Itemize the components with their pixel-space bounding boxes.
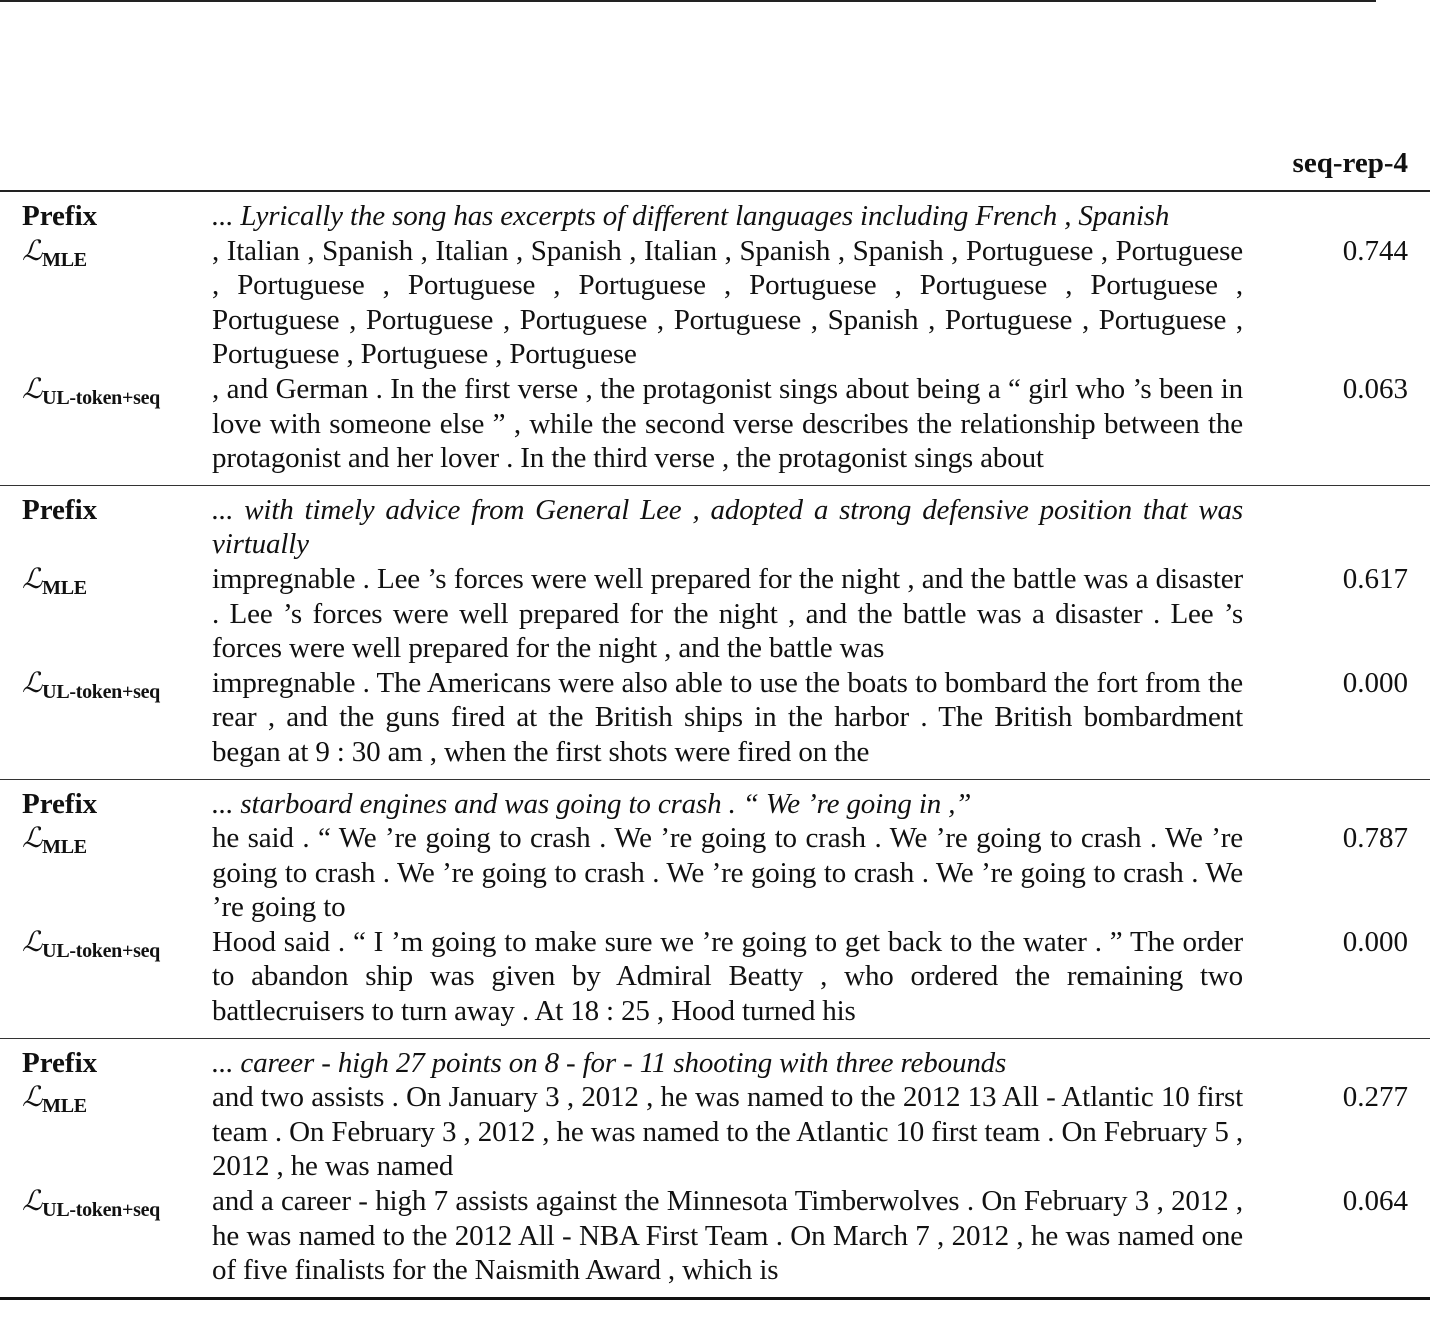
example-group-3	[0, 780, 1430, 1039]
prefix-row	[0, 199, 1430, 234]
mle-seq-rep-4: 0.744	[1342, 234, 1408, 267]
example-group-4	[0, 1039, 1430, 1300]
mle-seq-rep-4: 0.277	[1342, 1081, 1408, 1114]
prefix-label: Prefix	[22, 787, 98, 820]
mle-row	[0, 234, 1430, 372]
ul-row	[0, 372, 1430, 476]
mle-label	[0, 234, 212, 278]
prefix-label: Prefix	[22, 1046, 98, 1079]
ul-subscript: UL-token+seq	[42, 939, 160, 962]
seq-rep-4-column-header: seq-rep-4	[1292, 147, 1408, 179]
ul-row	[0, 1184, 1430, 1288]
prefix-text: ... Lyrically the song has excerpts of different languages including French , Spanish	[212, 200, 1170, 232]
loss-symbol: ℒ	[22, 233, 43, 267]
mle-subscript: MLE	[42, 576, 87, 599]
results-table	[0, 140, 1430, 1300]
mle-row	[0, 821, 1430, 925]
loss-symbol: ℒ	[22, 924, 43, 958]
ul-subscript: UL-token+seq	[42, 680, 160, 703]
mle-label	[0, 1080, 212, 1124]
example-group-1	[0, 192, 1430, 486]
prefix-row	[0, 787, 1430, 822]
mle-row	[0, 562, 1430, 666]
mle-label	[0, 821, 212, 865]
ul-continuation: and a career - high 7 assists against the Minnesota Timberwolves . On February 3 , 2012 , he was named to the 2012 All - NBA First Team . On March 7 , 2012 , he was named one of five finalists for the Naismith Award , which is	[212, 1185, 1243, 1287]
ul-seq-rep-4: 0.064	[1342, 1185, 1408, 1218]
ul-label	[0, 372, 212, 416]
ul-seq-rep-4: 0.063	[1342, 372, 1408, 405]
loss-symbol: ℒ	[22, 561, 43, 595]
mle-subscript: MLE	[42, 1095, 87, 1118]
prefix-text: ... career - high 27 points on 8 - for - 11 shooting with three rebounds	[212, 1046, 1007, 1079]
mle-continuation: and two assists . On January 3 , 2012 , he was named to the 2012 13 All - Atlantic 10 first team . On February 3 , 2012 , he was named to the Atlantic 10 first team . On February 5 , 2012 , he was named	[212, 1081, 1243, 1183]
prefix-text: ... with timely advice from General Lee , adopted a strong defensive position that was virtually	[212, 493, 1243, 561]
ul-subscript: UL-token+seq	[42, 386, 160, 409]
loss-symbol: ℒ	[22, 821, 43, 855]
loss-symbol: ℒ	[22, 371, 43, 405]
loss-symbol: ℒ	[22, 1080, 43, 1114]
ul-seq-rep-4: 0.000	[1342, 925, 1408, 958]
mle-continuation: he said . “ We ’re going to crash . We ’re going to crash . We ’re going to crash . We ’re going to crash . We ’re going to crash . We ’re going to crash . We ’re going to crash . We ’re going to	[212, 822, 1243, 924]
ul-label	[0, 666, 212, 710]
prefix-label: Prefix	[22, 200, 98, 232]
ul-subscript: UL-token+seq	[42, 1199, 160, 1222]
ul-label	[0, 925, 212, 969]
prefix-row	[0, 493, 1430, 562]
loss-symbol: ℒ	[22, 1184, 43, 1218]
prefix-row	[0, 1046, 1430, 1081]
prefix-text: ... starboard engines and was going to crash . “ We ’re going in ,”	[212, 787, 972, 820]
table-header	[0, 140, 1430, 192]
ul-continuation: Hood said . “ I ’m going to make sure we ’re going to get back to the water . ” The order to abandon ship was given by Admiral Beatty , who ordered the remaining two battlecruisers to turn away . At 18 : 25 , Hood turned his	[212, 925, 1243, 1028]
ul-row	[0, 925, 1430, 1029]
loss-symbol: ℒ	[22, 665, 43, 699]
ul-seq-rep-4: 0.000	[1342, 666, 1408, 699]
ul-continuation: impregnable . The Americans were also able to use the boats to bombard the fort from the rear , and the guns fired at the British ships in the harbor . The British bombardment began at 9 : 30 am , when the first shots were fired on the	[212, 666, 1243, 768]
prefix-label: Prefix	[22, 493, 98, 526]
mle-subscript: MLE	[42, 836, 87, 859]
mle-seq-rep-4: 0.617	[1342, 562, 1408, 595]
mle-continuation: impregnable . Lee ’s forces were well prepared for the night , and the battle was a disaster . Lee ’s forces were well prepared for the night , and the battle was a disaster . Lee ’s forces were well prepared for the night , and the battle was	[212, 562, 1243, 665]
mle-subscript: MLE	[42, 248, 87, 271]
top-rule	[0, 0, 1376, 2]
ul-continuation: , and German . In the first verse , the protagonist sings about being a “ girl who ’s been in love with someone else ” , while the second verse describes the relationship between the protagonist and her lover . In the third verse , the protagonist sings about	[212, 372, 1243, 475]
mle-label	[0, 562, 212, 606]
mle-seq-rep-4: 0.787	[1342, 822, 1408, 855]
ul-label	[0, 1184, 212, 1228]
mle-continuation: , Italian , Spanish , Italian , Spanish , Italian , Spanish , Spanish , Portuguese , Portuguese , Portuguese , Portuguese , Portuguese , Portuguese , Portuguese , Portuguese , Portuguese , Portuguese , Portuguese , Portuguese , Spanish , Portuguese , Portuguese , Portuguese , Portuguese , Portuguese	[212, 234, 1243, 371]
mle-row	[0, 1080, 1430, 1184]
example-group-2	[0, 486, 1430, 780]
ul-row	[0, 666, 1430, 770]
